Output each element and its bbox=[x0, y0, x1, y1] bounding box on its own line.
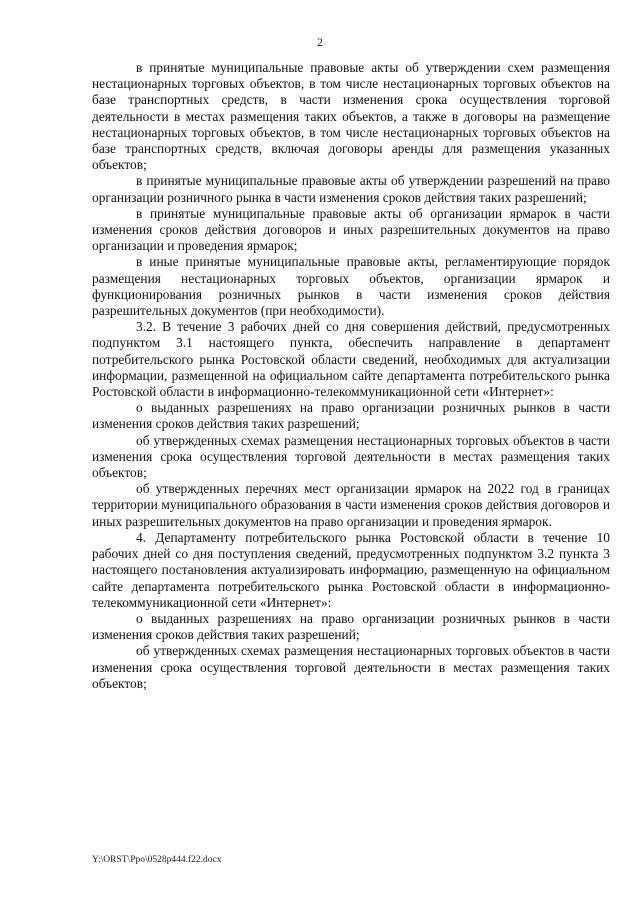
paragraph-approved-schemes-2: об утвержденных схемах размещения нестационарных торговых объектов в части изменения срока осуществления торговой деятельности в местах размещения таких объектов; bbox=[92, 643, 610, 691]
paragraph-issued-permits-2: о выданных разрешениях на право организации розничных рынков в части изменения сроков действия таких разрешений; bbox=[92, 610, 610, 643]
document-body bbox=[92, 60, 610, 692]
page-number: 2 bbox=[317, 37, 323, 49]
paragraph-approved-schemes: об утвержденных схемах размещения нестационарных торговых объектов в части изменения срока осуществления торговой деятельности в местах размещения таких объектов; bbox=[92, 432, 610, 481]
paragraph-fair-lists: об утвержденных перечнях мест организации ярмарок на 2022 год в границах территории муниципального образования в части изменения сроков действия договоров и иных разрешительных документов на право организации и проведения ярмарок. bbox=[92, 481, 610, 529]
paragraph-fairs: в принятые муниципальные правовые акты об организации ярмарок в части изменения сроков действия договоров и иных разрешительных документов на право организации и проведения ярмарок; bbox=[92, 205, 610, 254]
paragraph-issued-permits: о выданных разрешениях на право организации розничных рынков в части изменения сроков действия таких разрешений; bbox=[92, 400, 610, 432]
paragraph-4: 4. Департаменту потребительского рынка Ростовской области в течение 10 рабочих дней со дня поступления сведений, предусмотренных подпунктом 3.2 пункта 3 настоящего постановления актуализировать информацию, размещенную на официальном сайте департамента потребительского рынка Ростовской области в информационно-телекоммуникационной сети «Интернет»: bbox=[92, 529, 610, 610]
paragraph-nto-schemes: в принятые муниципальные правовые акты об утверждении схем размещения нестационарных торговых объектов, в том числе нестационарных торговых объектов на базе транспортных средств, в части изменения срока осуществления торговой деятельности в местах размещения таких объектов, а также в договоры на размещение нестационарных торговых объектов, в том числе нестационарных торговых объектов на базе транспортных средств, включая договоры аренды для размещения указанных объектов; bbox=[92, 60, 610, 173]
footer-file-path: Y:\ORST\Ppo\0528p444.f22.docx bbox=[92, 855, 222, 865]
paragraph-other-acts: в иные принятые муниципальные правовые акты, регламентирующие порядок размещения нестационарных торговых объектов, организации ярмарок и функционирования розничных рынков в части изменения сроков действия разрешительных документов (при необходимости). bbox=[92, 254, 610, 319]
paragraph-market-permits: в принятые муниципальные правовые акты об утверждении разрешений на право организации розничного рынка в части изменения сроков действия таких разрешений; bbox=[92, 173, 610, 205]
paragraph-3-2: 3.2. В течение 3 рабочих дней со дня совершения действий, предусмотренных подпунктом 3.1 настоящего пункта, обеспечить направление в департамент потребительского рынка Ростовской области сведений, необходимых для актуализации информации, размещенной на официальном сайте департамента потребительского рынка Ростовской области в информационно-телекоммуникационной сети «Интернет»: bbox=[92, 319, 610, 400]
